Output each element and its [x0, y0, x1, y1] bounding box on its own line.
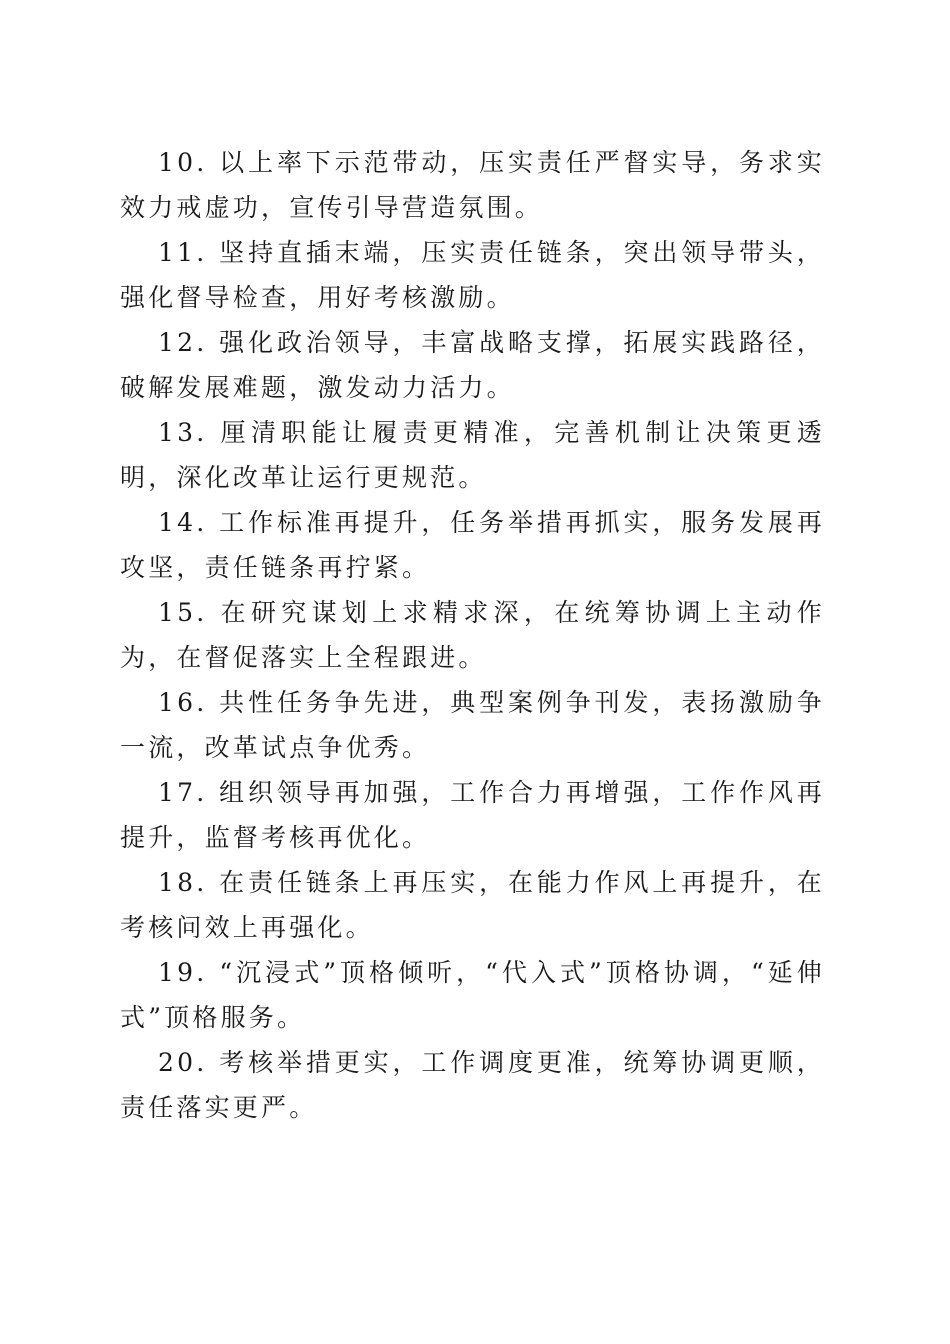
paragraph-15: 15. 在研究谋划上求精求深，在统筹协调上主动作为，在督促落实上全程跟进。	[120, 598, 825, 672]
paragraph-19: 19. “沉浸式”顶格倾听，“代入式”顶格协调，“延伸式”顶格服务。	[120, 958, 825, 1032]
paragraph-14: 14. 工作标准再提升，任务举措再抓实，服务发展再攻坚，责任链条再拧紧。	[120, 508, 825, 582]
paragraph-12: 12. 强化政治领导，丰富战略支撑，拓展实践路径，破解发展难题，激发动力活力。	[120, 328, 825, 402]
document-body	[120, 140, 825, 1130]
paragraph-11: 11. 坚持直插末端，压实责任链条，突出领导带头，强化督导检查，用好考核激励。	[120, 238, 825, 312]
paragraph-18: 18. 在责任链条上再压实，在能力作风上再提升，在考核问效上再强化。	[120, 868, 825, 942]
paragraph-13: 13. 厘清职能让履责更精准，完善机制让决策更透明，深化改革让运行更规范。	[120, 418, 825, 492]
paragraph-20: 20. 考核举措更实，工作调度更准，统筹协调更顺，责任落实更严。	[120, 1048, 825, 1122]
paragraph-10: 10. 以上率下示范带动，压实责任严督实导，务求实效力戒虚功，宣传引导营造氛围。	[120, 148, 825, 222]
paragraph-17: 17. 组织领导再加强，工作合力再增强，工作作风再提升，监督考核再优化。	[120, 778, 825, 852]
paragraph-16: 16. 共性任务争先进，典型案例争刊发，表扬激励争一流，改革试点争优秀。	[120, 688, 825, 762]
